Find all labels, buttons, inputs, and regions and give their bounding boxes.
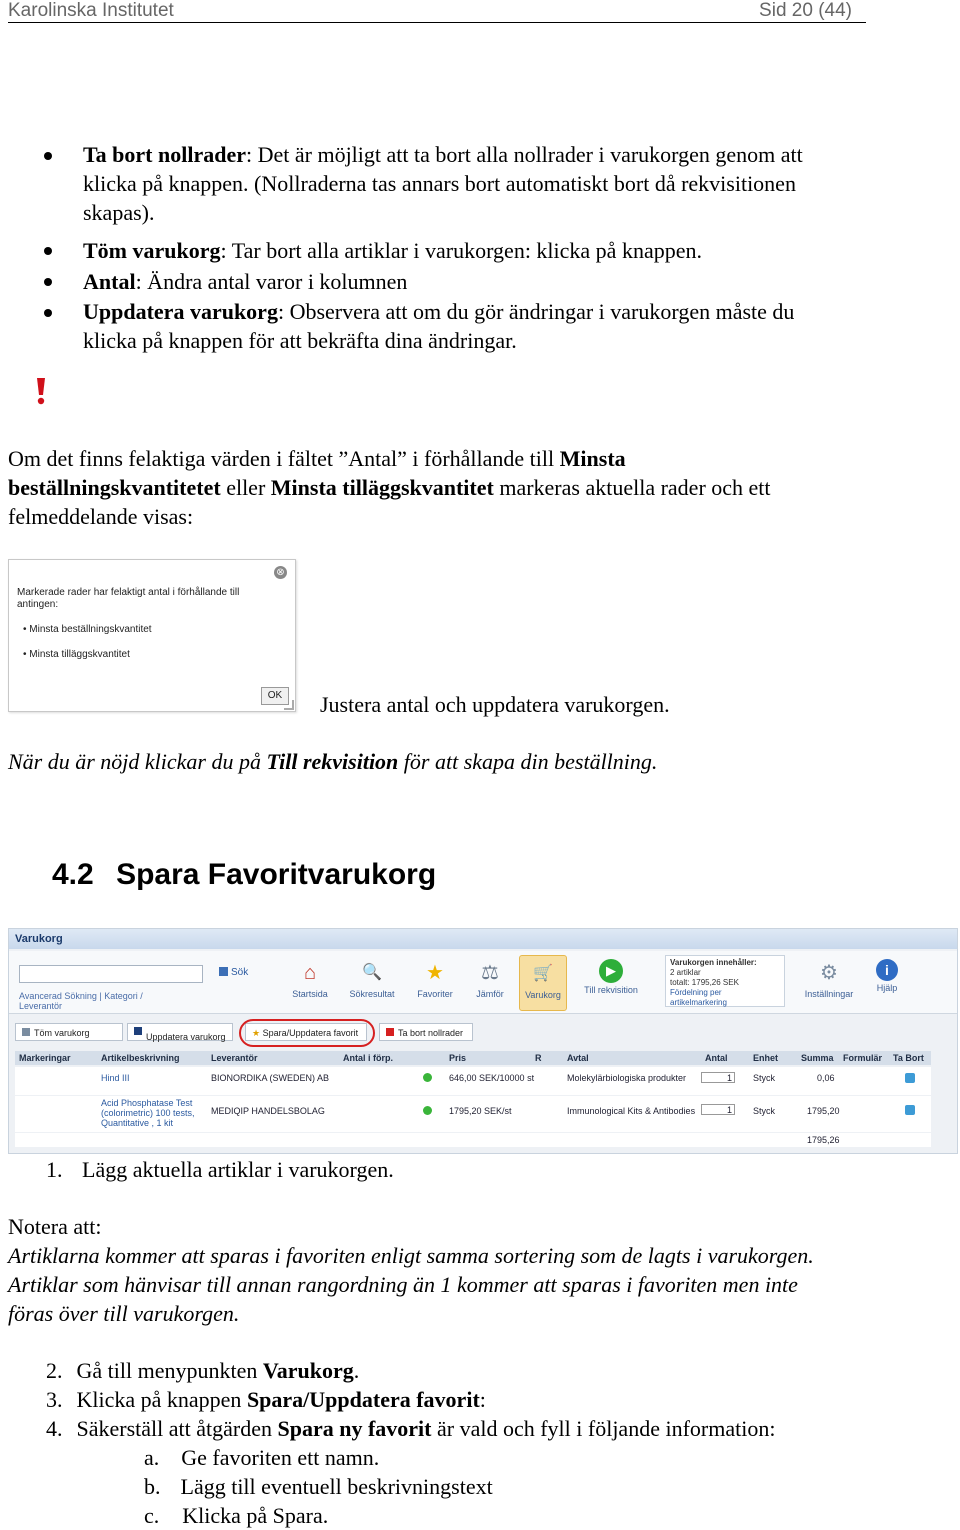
resize-grip-icon[interactable] <box>284 700 294 710</box>
dialog-list-item: • Minsta beställningskvantitet <box>23 624 152 635</box>
column-header: Antal <box>705 1053 728 1063</box>
substep-letter: a. <box>144 1445 160 1470</box>
paragraph-text: Om det finns felaktiga värden i fältet ”Antal” i förhållande till <box>8 446 560 471</box>
highlight-circle <box>239 1019 375 1047</box>
substep-item <box>144 1501 844 1530</box>
help-icon: i <box>876 959 898 981</box>
column-header: Antal i förp. <box>343 1053 393 1063</box>
step-item <box>46 1356 946 1385</box>
breadcrumb-links[interactable]: Leverantör <box>19 1001 63 1011</box>
page-header <box>8 0 866 23</box>
unit-cell: Styck <box>753 1106 776 1116</box>
bullet-term: Ta bort nollrader <box>83 142 246 167</box>
bullet-dot <box>44 309 52 317</box>
column-header: Summa <box>801 1053 834 1063</box>
steps-list <box>46 1356 946 1443</box>
toolbar <box>9 951 957 1014</box>
note-text: föras över till varukorgen. <box>8 1301 240 1326</box>
search-button-label: Sök <box>231 967 249 978</box>
cart-summary <box>665 955 785 1007</box>
agreement-cell: Immunological Kits & Antibodies <box>567 1106 696 1116</box>
section-heading <box>52 858 436 892</box>
close-icon[interactable]: ⊗ <box>274 566 287 579</box>
adjust-text: Justera antal och uppdatera varukorgen. <box>320 692 670 717</box>
step-text: är vald och fyll i följande information: <box>431 1416 776 1441</box>
cart-summary-link[interactable]: Fördelning per artikelmarkering <box>670 988 727 1007</box>
error-dialog <box>8 559 296 712</box>
nav-label: Jämför <box>476 989 504 999</box>
column-header: Pris <box>449 1053 467 1063</box>
section-number: 4.2 <box>52 858 94 891</box>
remove-row-icon[interactable] <box>905 1073 915 1083</box>
step-item <box>46 1414 946 1443</box>
substep-text: Lägg till eventuell beskrivningstext <box>180 1474 493 1499</box>
search-results-icon: 🔍 <box>362 964 382 981</box>
nav-label: Sökresultat <box>349 989 395 999</box>
bold-term: Minsta <box>559 446 626 471</box>
trash-icon <box>22 1028 30 1036</box>
nav-sokresultat[interactable] <box>339 955 405 1009</box>
step-text: Gå till menypunkten <box>76 1358 263 1383</box>
update-cart-button[interactable] <box>127 1023 233 1041</box>
bullet-dot <box>44 152 52 160</box>
column-header: Artikelbeskrivning <box>101 1053 180 1063</box>
cart-icon: 🛒 <box>533 965 553 982</box>
substep-item <box>144 1443 844 1472</box>
sum-cell: 1795,20 <box>807 1106 840 1116</box>
step-text: . <box>353 1358 360 1383</box>
home-icon: ⌂ <box>303 962 317 984</box>
article-desc-line: Quantitative , 1 kit <box>101 1118 174 1128</box>
note-text: Artiklarna kommer att sparas i favoriten enligt samma sortering som de lagts i varukorgen. <box>8 1243 814 1268</box>
dialog-message-line: Markerade rader har felaktigt antal i förhållande till <box>17 587 240 598</box>
bold-term: Till rekvisition <box>266 749 399 774</box>
nav-varukorg[interactable] <box>519 955 567 1011</box>
article-desc-line: Acid Phosphatase Test <box>101 1098 193 1108</box>
supplier-cell: MEDIQIP HANDELSBOLAG <box>211 1106 325 1116</box>
button-label: Uppdatera varukorg <box>146 1032 226 1042</box>
step-number: 3. <box>46 1387 63 1412</box>
italic-instruction <box>8 747 948 776</box>
settings-icon: ⚙ <box>820 962 838 984</box>
table-total-row <box>15 1133 931 1147</box>
nav-label: Favoriter <box>417 989 453 999</box>
nav-till-rekvisition[interactable] <box>579 955 643 1009</box>
nav-label: Hjälp <box>876 983 898 993</box>
step-text: : <box>479 1387 486 1412</box>
status-dot-icon <box>423 1073 432 1082</box>
article-link[interactable]: Hind III <box>101 1073 130 1083</box>
nav-startsida[interactable] <box>277 955 343 1009</box>
column-header: Enhet <box>753 1053 779 1063</box>
dialog-list-item: • Minsta tilläggskvantitet <box>23 649 130 660</box>
substep-letter: c. <box>144 1503 160 1528</box>
article-desc-line: (colorimetric) 100 tests, <box>101 1108 195 1118</box>
bold-term: beställningskvantitetet <box>8 475 221 500</box>
step-number: 1. <box>46 1157 63 1182</box>
institution-name: Karolinska Institutet <box>8 0 174 21</box>
bullet-text: skapas). <box>83 200 155 225</box>
bold-term: Varukorg <box>262 1358 354 1383</box>
column-header: Formulär <box>843 1053 883 1063</box>
cart-summary-count: 2 artiklar <box>670 968 701 977</box>
quantity-input[interactable]: 1 <box>701 1072 735 1083</box>
unit-cell: Styck <box>753 1073 776 1083</box>
search-button[interactable] <box>219 967 248 978</box>
bold-term: Spara ny favorit <box>277 1416 432 1441</box>
section-title: Spara Favoritvarukorg <box>116 858 437 891</box>
bullet-item <box>83 297 943 355</box>
bullet-term: Antal <box>83 269 136 294</box>
play-icon: ▶ <box>599 959 623 983</box>
paragraph-text: eller <box>220 475 271 500</box>
button-label: Ta bort nollrader <box>398 1028 464 1038</box>
empty-cart-button[interactable] <box>15 1023 123 1041</box>
nav-label: Startsida <box>292 989 328 999</box>
bullet-text: klicka på knappen. (Nollraderna tas annars bort automatiskt bort då rekvisitionen <box>83 171 796 196</box>
substep-item <box>144 1472 844 1501</box>
step-text: Säkerställ att åtgärden <box>76 1416 278 1441</box>
cart-summary-title: Varukorgen innehåller: <box>670 958 757 967</box>
status-dot-icon <box>423 1106 432 1115</box>
nav-label: Inställningar <box>804 989 854 999</box>
star-icon: ★ <box>426 962 444 984</box>
delete-icon <box>386 1028 394 1036</box>
bullet-term: Töm varukorg <box>83 238 221 263</box>
remove-zero-rows-button[interactable] <box>379 1023 473 1041</box>
dialog-message <box>17 587 239 611</box>
paragraph-text: felmeddelande visas: <box>8 504 194 529</box>
step-number: 2. <box>46 1358 63 1383</box>
breadcrumb-links[interactable]: Avancerad Sökning | Kategori / <box>19 991 143 1001</box>
column-header: Ta Bort <box>893 1053 924 1063</box>
cart-screenshot <box>8 928 958 1154</box>
price-cell: 1795,20 SEK/st <box>449 1106 512 1116</box>
star-icon: ★ <box>252 1028 261 1038</box>
breadcrumb[interactable] <box>19 991 219 1011</box>
compare-icon: ⚖ <box>481 962 499 984</box>
bullet-text: : Ändra antal varor i kolumnen <box>135 269 408 294</box>
search-icon <box>219 967 228 976</box>
bullet-text: : Observera att om du gör ändringar i varukorgen måste du <box>277 299 795 324</box>
table-row <box>15 1096 931 1132</box>
nav-jamfor[interactable] <box>457 955 523 1009</box>
search-input[interactable] <box>19 965 203 983</box>
paragraph-text: markeras aktuella rader och ett <box>493 475 771 500</box>
bold-term: Minsta tilläggskvantitet <box>270 475 494 500</box>
step-text: Lägg aktuella artiklar i varukorgen. <box>82 1157 394 1182</box>
bullet-dot <box>44 247 52 255</box>
step-text: Klicka på knappen <box>76 1387 247 1412</box>
column-header: R <box>535 1053 542 1063</box>
substep-text: Klicka på Spara. <box>182 1503 329 1528</box>
column-header: Markeringar <box>19 1053 71 1063</box>
bullet-item <box>83 236 943 265</box>
bullet-term: Uppdatera varukorg <box>83 299 278 324</box>
column-header: Avtal <box>567 1053 589 1063</box>
nav-installningar[interactable] <box>797 955 861 1009</box>
supplier-cell: BIONORDIKA (SWEDEN) AB <box>211 1073 330 1083</box>
exclamation-icon <box>34 376 48 406</box>
cart-summary-total: totalt: 1795,26 SEK <box>670 978 739 987</box>
nav-label: Till rekvisition <box>584 985 638 995</box>
bullet-dot <box>44 278 52 286</box>
remove-row-icon[interactable] <box>905 1105 915 1115</box>
instruction-text: När du är nöjd klickar du på <box>8 749 267 774</box>
window-title: Varukorg <box>9 929 957 949</box>
nav-hjalp[interactable] <box>867 955 907 1009</box>
warning-paragraph <box>8 444 948 531</box>
bullet-item <box>83 140 943 227</box>
article-link[interactable] <box>101 1098 195 1128</box>
table-header <box>15 1051 931 1065</box>
bullet-text: : Tar bort alla artiklar i varukorgen: klicka på knappen. <box>220 238 702 263</box>
note-block <box>8 1212 953 1328</box>
bullet-item <box>83 267 943 296</box>
step-item <box>46 1385 946 1414</box>
save-icon <box>134 1027 142 1035</box>
bullet-text: klicka på knappen för att bekräfta dina ändringar. <box>83 328 517 353</box>
step-1 <box>46 1155 394 1184</box>
button-label: Töm varukorg <box>34 1028 90 1038</box>
column-header: Leverantör <box>211 1053 258 1063</box>
button-label: Spara/Uppdatera favorit <box>262 1028 359 1038</box>
note-text: Artiklar som hänvisar till annan rangordning än 1 kommer att sparas i favoriten men inte <box>8 1272 798 1297</box>
table-row <box>15 1067 931 1095</box>
agreement-cell: Molekylärbiologiska produkter <box>567 1073 687 1083</box>
substep-text: Ge favoriten ett namn. <box>181 1445 380 1470</box>
bold-term: Spara/Uppdatera favorit <box>246 1387 480 1412</box>
substeps-list <box>144 1443 844 1530</box>
sum-cell: 0,06 <box>817 1073 835 1083</box>
page-number: Sid 20 (44) <box>759 0 852 21</box>
instruction-text: för att skapa din beställning. <box>398 749 658 774</box>
ok-button[interactable]: OK <box>261 687 289 705</box>
bullet-text: : Det är möjligt att ta bort alla nollrader i varukorgen genom att <box>245 142 803 167</box>
total-sum: 1795,26 <box>807 1135 840 1145</box>
nav-label: Varukorg <box>525 990 561 1000</box>
note-heading: Notera att: <box>8 1214 102 1239</box>
substep-letter: b. <box>144 1474 161 1499</box>
quantity-input[interactable]: 1 <box>701 1104 735 1115</box>
dialog-message-line: antingen: <box>17 599 59 610</box>
price-cell: 646,00 SEK/10000 st <box>449 1073 535 1083</box>
step-number: 4. <box>46 1416 63 1441</box>
